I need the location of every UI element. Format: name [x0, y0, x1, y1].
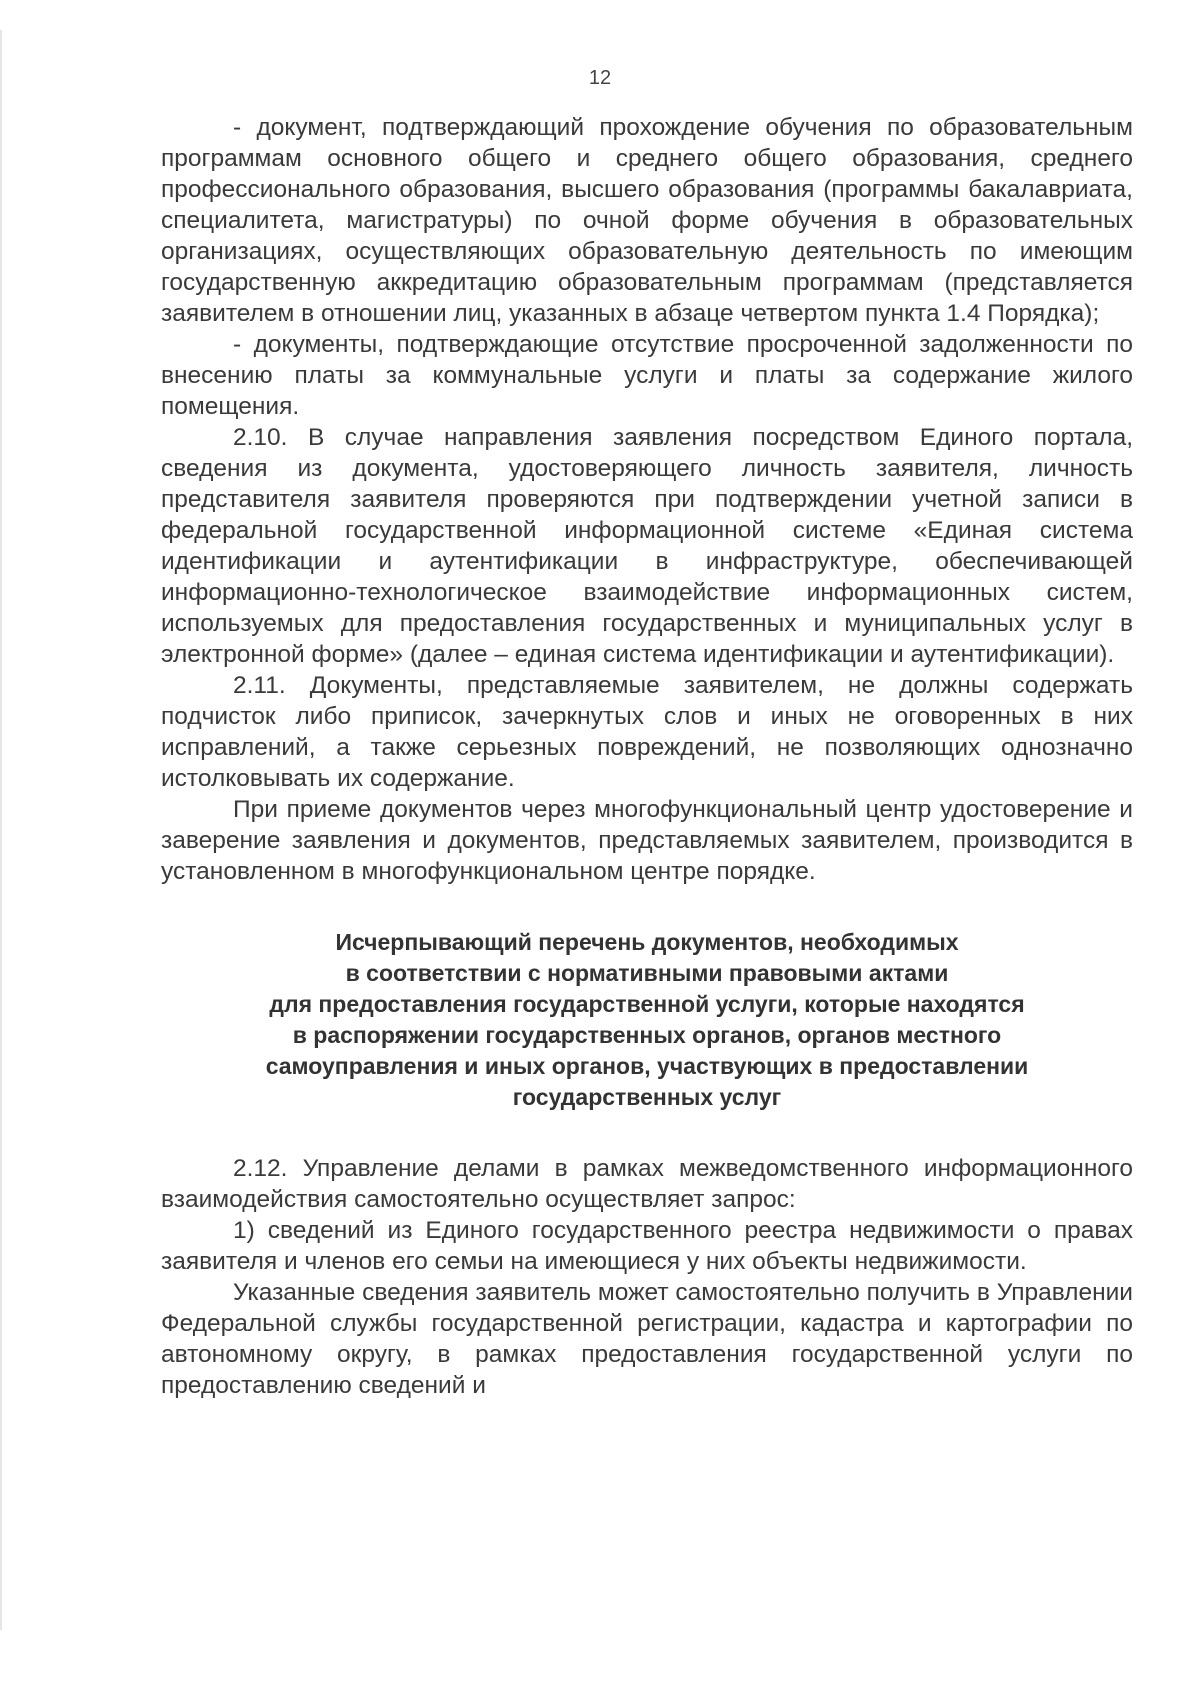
section-heading: [161, 927, 1133, 1113]
paragraph-mfc-acceptance: При приеме документов через многофункциональный центр удостоверение и заверение заявления и документов, представляемых заявителем, производится в установленном в многофункциональном центре порядке.: [161, 796, 1133, 885]
spacer: [161, 1113, 1133, 1153]
paragraph-self-obtain: Указанные сведения заявитель может самостоятельно получить в Управлении Федеральной службы государственной регистрации, кадастра и картографии по автономному округу, в рамках предоставления государственной услуги по предоставлению сведений и: [161, 1279, 1133, 1399]
paragraph-2-12: 2.12. Управление делами в рамках межведомственного информационного взаимодействия самостоятельно осуществляет запрос:: [161, 1155, 1133, 1213]
paragraph-education-document: - документ, подтверждающий прохождение обучения по образовательным программам основного общего и среднего общего образования, среднего профессионального образования, высшего образования (программы бакалавриата, специалитета, магистратуры) по очной форме обучения в образовательных организациях, осуществляющих образовательную деятельность по имеющим государственную аккредитацию образовательным программам (представляется заявителем в отношении лиц, указанных в абзаце четвертом пункта 1.4 Порядка);: [161, 114, 1133, 327]
heading-line: государственных услуг: [512, 1084, 782, 1110]
heading-line: Исчерпывающий перечень документов, необходимых: [335, 929, 959, 955]
paragraph-2-11: 2.11. Документы, представляемые заявителем, не должны содержать подчисток либо приписок, зачеркнутых слов и иных не оговоренных в них исправлений, а также серьезных повреждений, не позволяющих однозначно истолковывать их содержание.: [161, 672, 1133, 792]
paragraph-no-debt-documents: - документы, подтверждающие отсутствие просроченной задолженности по внесению платы за коммунальные услуги и платы за содержание жилого помещения.: [161, 331, 1133, 420]
heading-line: для предоставления государственной услуги, которые находятся: [269, 991, 1025, 1017]
heading-line: в соответствии с нормативными правовыми актами: [345, 960, 949, 986]
heading-line: самоуправления и иных органов, участвующих в предоставлении: [265, 1053, 1029, 1079]
page-edge-shadow: [0, 30, 2, 1630]
paragraph-2-10: 2.10. В случае направления заявления посредством Единого портала, сведения из документа, удостоверяющего личность заявителя, личность представителя заявителя проверяются при подтверждении учетной записи в федеральной государственной информационной системе «Единая система идентификации и аутентификации в инфраструктуре, обеспечивающей информационно-технологическое взаимодействие информационных систем, используемых для предоставления государственных и муниципальных услуг в электронной форме» (далее – единая система идентификации и аутентификации).: [161, 424, 1133, 668]
page-number: 12: [588, 67, 612, 89]
document-body: [161, 112, 1133, 1401]
heading-line: в распоряжении государственных органов, органов местного: [292, 1022, 1002, 1048]
paragraph-egrn-request: 1) сведений из Единого государственного реестра недвижимости о правах заявителя и членов его семьи на имеющиеся у них объекты недвижимости.: [161, 1217, 1133, 1275]
